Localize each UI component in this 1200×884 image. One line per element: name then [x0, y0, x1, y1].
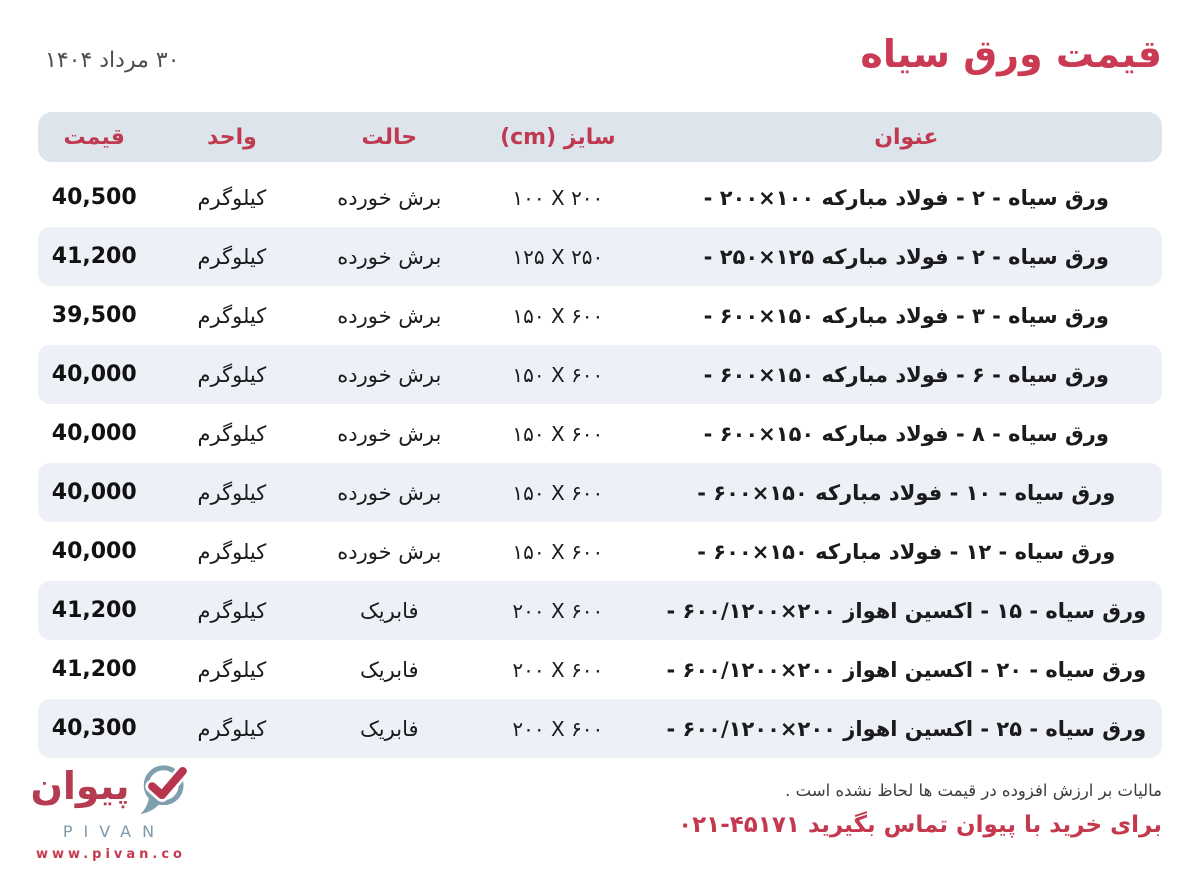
row-size: ۲۰۰ X ۶۰۰: [512, 716, 604, 741]
row-unit: کیلوگرم: [197, 244, 267, 269]
table-row: [38, 286, 1162, 345]
row-size: ۱۵۰ X ۶۰۰: [512, 362, 604, 387]
row-title: ورق سیاه - ۲۵ - اکسین اهواز ۲۰۰×۶۰۰/۱۲۰۰ -: [666, 716, 1147, 741]
header-title: عنوان: [874, 124, 939, 150]
row-state: برش خورده: [337, 185, 442, 210]
table-row: [38, 463, 1162, 522]
logo-row: [30, 758, 192, 822]
vat-note: مالیات بر ارزش افزوده در قیمت ها لحاظ نشده است .: [785, 781, 1162, 800]
row-price: 40,000: [51, 480, 137, 505]
row-title: ورق سیاه - ۸ - فولاد مبارکه ۱۵۰×۶۰۰ -: [703, 421, 1109, 446]
table-row: [38, 522, 1162, 581]
header-state: حالت: [361, 124, 418, 150]
row-size: ۱۵۰ X ۶۰۰: [512, 539, 604, 564]
row-unit: کیلوگرم: [197, 421, 267, 446]
table-row: [38, 345, 1162, 404]
table-body: [38, 168, 1162, 758]
table-row: [38, 699, 1162, 758]
row-size: ۱۰۰ X ۲۰۰: [512, 185, 604, 210]
logo-farsi-name: پیوان: [30, 764, 130, 808]
row-size: ۱۲۵ X ۲۵۰: [512, 244, 604, 269]
row-unit: کیلوگرم: [197, 185, 267, 210]
row-state: برش خورده: [337, 244, 442, 269]
row-size: ۲۰۰ X ۶۰۰: [512, 598, 604, 623]
row-price: 41,200: [51, 244, 137, 269]
header-price: قیمت: [63, 124, 125, 150]
pivan-logo: [30, 758, 192, 862]
row-price: 40,500: [51, 185, 137, 210]
row-price: 41,200: [51, 598, 137, 623]
logo-latin-name: PIVAN: [62, 822, 166, 841]
row-title: ورق سیاه - ۱۰ - فولاد مبارکه ۱۵۰×۶۰۰ -: [697, 480, 1116, 505]
row-price: 41,200: [51, 657, 137, 682]
row-unit: کیلوگرم: [197, 598, 267, 623]
row-title: ورق سیاه - ۳ - فولاد مبارکه ۱۵۰×۶۰۰ -: [703, 303, 1109, 328]
row-size: ۱۵۰ X ۶۰۰: [512, 303, 604, 328]
row-price: 40,000: [51, 539, 137, 564]
row-state: فابریک: [360, 657, 419, 682]
row-title: ورق سیاه - ۶ - فولاد مبارکه ۱۵۰×۶۰۰ -: [703, 362, 1109, 387]
row-state: برش خورده: [337, 421, 442, 446]
row-title: ورق سیاه - ۱۲ - فولاد مبارکه ۱۵۰×۶۰۰ -: [697, 539, 1116, 564]
header-size: سایز (cm): [500, 124, 616, 150]
row-price: 40,000: [51, 362, 137, 387]
row-unit: کیلوگرم: [197, 716, 267, 741]
row-state: برش خورده: [337, 539, 442, 564]
row-size: ۱۵۰ X ۶۰۰: [512, 480, 604, 505]
check-bubble-icon: [132, 758, 192, 822]
row-price: 40,300: [51, 716, 137, 741]
header-unit: واحد: [207, 124, 257, 150]
row-price: 39,500: [51, 303, 137, 328]
price-table: [38, 112, 1162, 758]
row-price: 40,000: [51, 421, 137, 446]
row-unit: کیلوگرم: [197, 539, 267, 564]
row-unit: کیلوگرم: [197, 480, 267, 505]
table-row: [38, 168, 1162, 227]
page-title: قیمت ورق سیاه: [860, 32, 1162, 76]
table-row: [38, 227, 1162, 286]
row-state: فابریک: [360, 716, 419, 741]
logo-website: www.pivan.co: [36, 847, 186, 862]
row-state: برش خورده: [337, 303, 442, 328]
table-row: [38, 581, 1162, 640]
row-state: برش خورده: [337, 480, 442, 505]
row-size: ۲۰۰ X ۶۰۰: [512, 657, 604, 682]
row-title: ورق سیاه - ۲ - فولاد مبارکه ۱۰۰×۲۰۰ -: [703, 185, 1109, 210]
row-unit: کیلوگرم: [197, 303, 267, 328]
row-size: ۱۵۰ X ۶۰۰: [512, 421, 604, 446]
table-header-row: [38, 112, 1162, 162]
row-state: برش خورده: [337, 362, 442, 387]
contact-phone-line: برای خرید با پیوان تماس بگیرید ۴۵۱۷۱-۰۲۱: [678, 812, 1162, 838]
row-title: ورق سیاه - ۱۵ - اکسین اهواز ۲۰۰×۶۰۰/۱۲۰۰ -: [666, 598, 1147, 623]
table-row: [38, 404, 1162, 463]
row-title: ورق سیاه - ۲۰ - اکسین اهواز ۲۰۰×۶۰۰/۱۲۰۰ -: [666, 657, 1147, 682]
row-state: فابریک: [360, 598, 419, 623]
row-unit: کیلوگرم: [197, 657, 267, 682]
table-row: [38, 640, 1162, 699]
row-title: ورق سیاه - ۲ - فولاد مبارکه ۱۲۵×۲۵۰ -: [703, 244, 1109, 269]
date-label: ۳۰ مرداد ۱۴۰۴: [45, 48, 180, 73]
row-unit: کیلوگرم: [197, 362, 267, 387]
